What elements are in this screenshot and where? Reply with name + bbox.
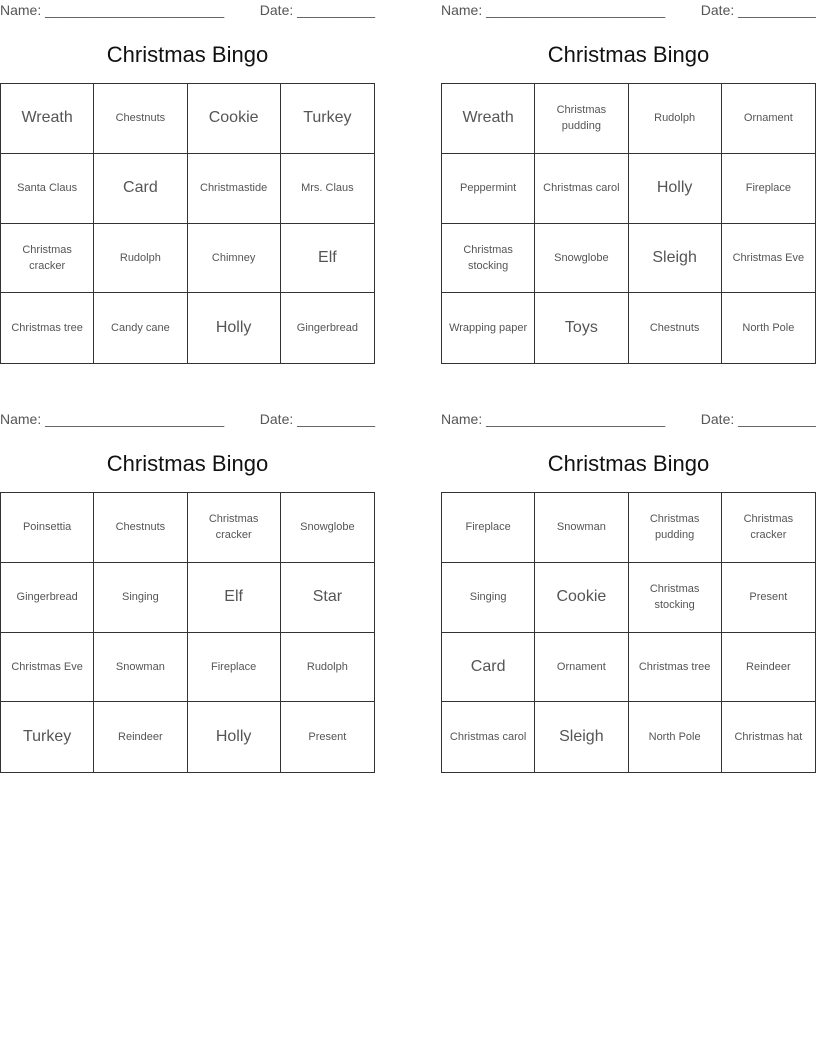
bingo-cell: Ornament [535,633,628,703]
bingo-cell: Rudolph [629,84,722,154]
bingo-cell: Holly [188,293,281,363]
bingo-cell: Christmas pudding [535,84,628,154]
bingo-cell: Sleigh [535,702,628,772]
bingo-cell: Elf [281,224,374,294]
card-title: Christmas Bingo [106,451,269,476]
date-field-label: Date: __________ [700,2,816,18]
bingo-cell: Wreath [1,84,94,154]
bingo-cell: Santa Claus [1,154,94,224]
bingo-cell: Sleigh [629,224,722,294]
bingo-card [0,0,375,372]
bingo-card [441,409,816,781]
bingo-cell: Card [94,154,187,224]
bingo-cell: Snowman [535,493,628,563]
bingo-cell: Chimney [188,224,281,294]
bingo-cell: Mrs. Claus [281,154,374,224]
bingo-cell: Candy cane [94,293,187,363]
bingo-cell: Snowglobe [535,224,628,294]
bingo-cell: Christmas Eve [722,224,815,294]
bingo-cell: Christmas tree [629,633,722,703]
bingo-cell: Singing [442,563,535,633]
bingo-cell: Turkey [281,84,374,154]
bingo-cell: Cookie [535,563,628,633]
bingo-cell: Poinsettia [1,493,94,563]
bingo-cell: Christmas stocking [442,224,535,294]
bingo-cell: Reindeer [722,633,815,703]
bingo-cell: Holly [629,154,722,224]
bingo-cell: Christmas carol [535,154,628,224]
bingo-cell: Snowman [94,633,187,703]
bingo-cell: Rudolph [94,224,187,294]
bingo-cell: Star [281,563,374,633]
bingo-cell: Fireplace [188,633,281,703]
bingo-cell: Cookie [188,84,281,154]
bingo-cell: Christmas pudding [629,493,722,563]
bingo-cell: Present [722,563,815,633]
bingo-cell: Christmas cracker [188,493,281,563]
name-field-label: Name: _______________________ [441,2,666,18]
card-title: Christmas Bingo [547,42,710,67]
bingo-cell: Christmas carol [442,702,535,772]
bingo-cell: Rudolph [281,633,374,703]
bingo-cell: Elf [188,563,281,633]
bingo-cell: Peppermint [442,154,535,224]
bingo-cell: Chestnuts [94,493,187,563]
bingo-cell: North Pole [629,702,722,772]
bingo-card [0,409,375,781]
bingo-cell: Christmas hat [734,731,803,744]
bingo-cell: Christmas Eve [1,633,94,703]
bingo-cell: Gingerbread [1,563,94,633]
bingo-cell: Ornament [722,84,815,154]
bingo-cell: Wreath [442,84,535,154]
bingo-cell: Christmas stocking [629,563,722,633]
card-title: Christmas Bingo [106,42,269,67]
card-title: Christmas Bingo [547,451,710,476]
bingo-cell: Chestnuts [629,293,722,363]
bingo-cell: Christmas tree [1,293,94,363]
name-field-label: Name: _______________________ [0,2,225,18]
bingo-cell: Gingerbread [296,322,358,335]
bingo-cell: Chestnuts [94,84,187,154]
date-field-label: Date: __________ [259,411,375,427]
name-field-label: Name: _______________________ [441,411,666,427]
bingo-cell: Holly [188,702,281,772]
bingo-cell: Fireplace [722,154,815,224]
bingo-grid [441,83,816,364]
bingo-cell: Turkey [1,702,94,772]
bingo-grid [441,492,816,773]
bingo-grid [0,492,375,773]
bingo-cell: Toys [535,293,628,363]
bingo-cell: Singing [94,563,187,633]
bingo-cell: Snowglobe [281,493,374,563]
bingo-cell: Card [442,633,535,703]
bingo-grid [0,83,375,364]
bingo-cell: North Pole [742,322,795,335]
bingo-cell: Christmas cracker [722,493,815,563]
bingo-cell: Present [308,731,347,744]
bingo-cell: Christmastide [188,154,281,224]
bingo-cell: Reindeer [94,702,187,772]
date-field-label: Date: __________ [700,411,816,427]
bingo-cell: Christmas cracker [1,224,94,294]
date-field-label: Date: __________ [259,2,375,18]
name-field-label: Name: _______________________ [0,411,225,427]
bingo-cell: Fireplace [442,493,535,563]
bingo-cell: Wrapping paper [442,293,535,363]
bingo-card [441,0,816,372]
